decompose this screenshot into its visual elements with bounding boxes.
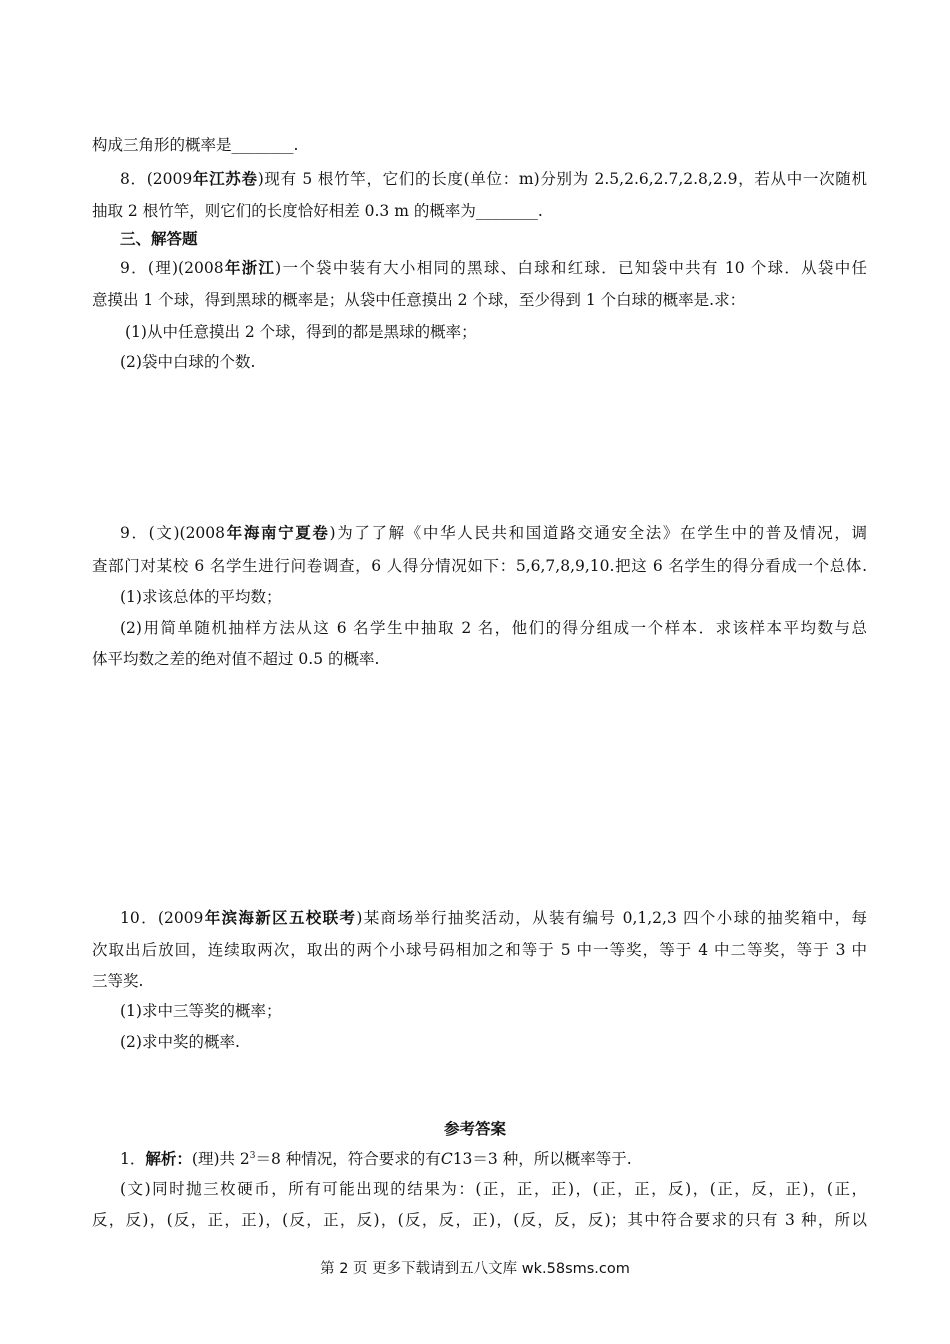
question-9a-part-1: (1)从中任意摸出 2 个球，得到的都是黑球的概率； [125, 323, 477, 341]
source-label: 年海南宁夏卷 [225, 523, 330, 542]
question-8-line-1: 8．(2009年江苏卷)现有 5 根竹竿，它们的长度(单位：m)分别为 2.5,2.6,2.7,2.8,2.9，若从中一次随机 [120, 169, 867, 188]
question-10-part-2: (2)求中奖的概率. [120, 1033, 240, 1051]
question-10-line-3: 三等奖. [92, 972, 144, 990]
question-9b-part-2-cont: 体平均数之差的绝对值不超过 0.5 的概率. [92, 650, 380, 668]
source-label: 年江苏卷 [192, 169, 258, 188]
source-label: 年浙江 [223, 258, 276, 277]
question-9a-line-1: 9．(理)(2008年浙江)一个袋中装有大小相同的黑球、白球和红球．已知袋中共有 10 个球．从袋中任 [120, 258, 867, 277]
question-10-line-2: 次取出后放回，连续取两次，取出的两个小球号码相加之和等于 5 中一等奖，等于 4 中二等奖，等于 3 中 [92, 941, 867, 959]
answer-1-line-3: 反，反)，(反，正，正)，(反，正，反)，(反，反，正)，(反，反，反)；其中符合要求的只有 3 种，所以 [92, 1211, 867, 1229]
combination-symbol: C [440, 1150, 453, 1168]
text-line: 构成三角形的概率是________. [92, 136, 299, 154]
page-footer: 第 2 页 更多下载请到五八文库 wk.58sms.com [320, 1261, 630, 1277]
question-9b-part-1: (1)求该总体的平均数； [120, 588, 282, 606]
question-10-part-1: (1)求中三等奖的概率； [120, 1002, 282, 1020]
question-9a-part-2: (2)袋中白球的个数. [120, 353, 256, 371]
question-9b-part-2: (2)用简单随机抽样方法从这 6 名学生中抽取 2 名，他们的得分组成一个样本．求该样本平均数与总 [120, 619, 867, 637]
source-label: 年滨海新区五校联考 [203, 908, 357, 927]
question-9a-line-2: 意摸出 1 个球，得到黑球的概率是；从袋中任意摸出 2 个球，至少得到 1 个白球的概率是.求： [92, 291, 746, 309]
answers-title: 参考答案 [443, 1119, 506, 1138]
exponent: 3 [249, 1151, 256, 1161]
question-9b-line-1: 9．(文)(2008年海南宁夏卷)为了了解《中华人民共和国道路交通安全法》在学生中的普及情况，调 [120, 523, 867, 542]
answer-1-line-1: 1．解析：(理)共 $2^3=8$ 种情况，符合要求的有C13＝3 种，所以概率等于. [120, 1149, 632, 1168]
answer-1-line-2: (文)同时抛三枚硬币，所有可能出现的结果为：(正，正，正)，(正，正，反)，(正，反，正)，(正， [120, 1180, 867, 1198]
question-8-line-2: 抽取 2 根竹竿，则它们的长度恰好相差 0.3 m 的概率为________. [92, 202, 543, 220]
question-9b-line-2: 查部门对某校 6 名学生进行问卷调查，6 人得分情况如下：5,6,7,8,9,10.把这 6 名学生的得分看成一个总体. [92, 557, 867, 575]
question-10-line-1: 10．(2009年滨海新区五校联考)某商场举行抽奖活动，从装有编号 0,1,2,3 四个小球的抽奖箱中，每 [120, 908, 867, 927]
analysis-label: 解析： [145, 1149, 192, 1168]
section-heading: 三、解答题 [120, 229, 198, 248]
